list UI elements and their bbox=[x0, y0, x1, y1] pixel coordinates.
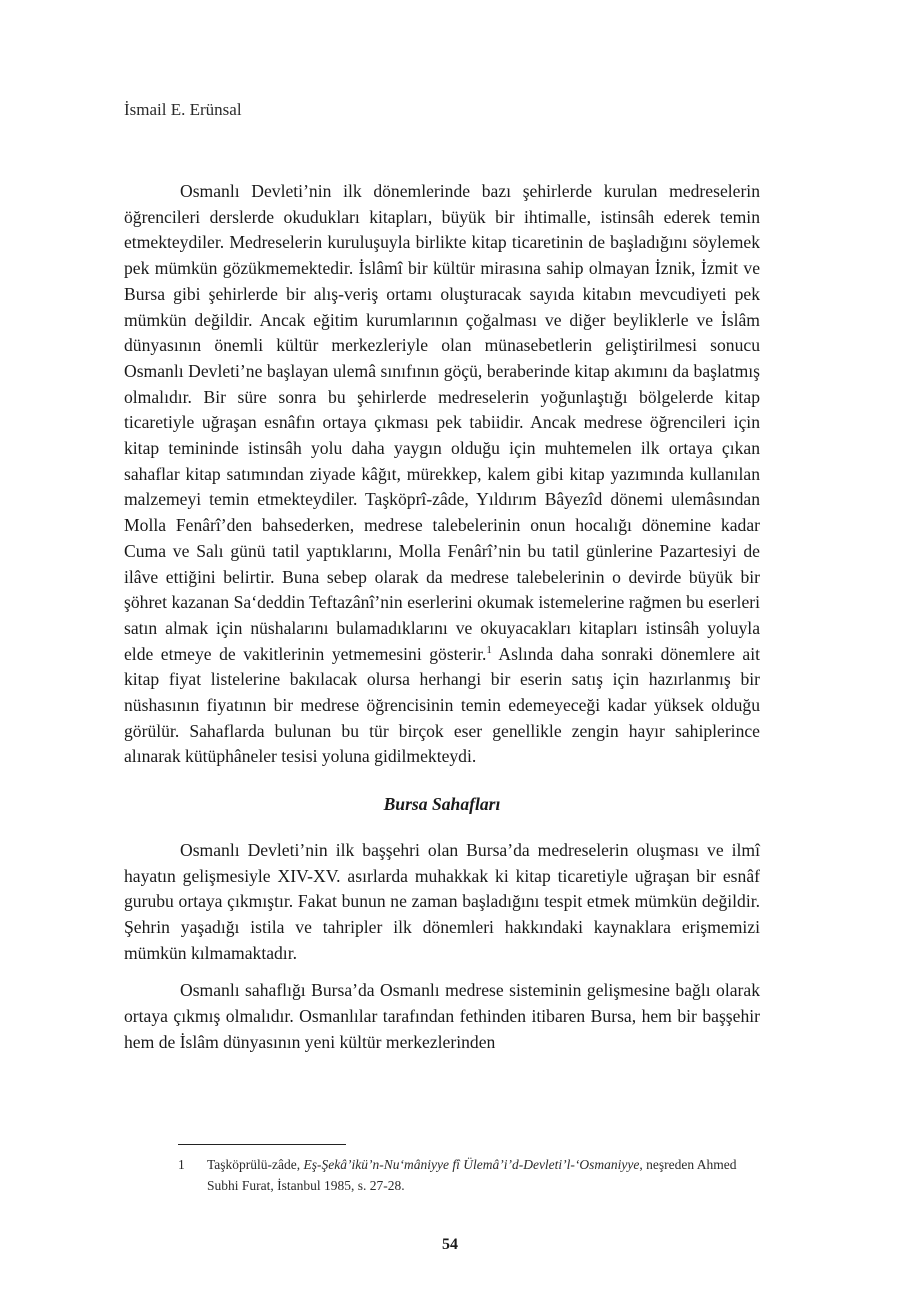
paragraph-1 bbox=[124, 179, 760, 770]
footnote-marker[interactable]: 1 bbox=[486, 643, 492, 656]
footnote-number: 1 bbox=[178, 1157, 185, 1172]
footnote-body bbox=[207, 1154, 760, 1196]
footnote-rest: , neşreden Ahmed Subhi Furat, İstanbul 1985, s. 27-28. bbox=[207, 1157, 737, 1193]
page-number: 54 bbox=[442, 1236, 458, 1253]
section-heading: Bursa Sahafları bbox=[383, 794, 501, 815]
paragraph-1-text-b: Aslında daha sonraki dönemlere ait kitap fiyat listelerine bakılacak olursa herhangi bir eserin satış için hazırlanmış bir nüshasının fiyatının bir medrese öğrencisinin temin edemeyeceği kadar yüksek olduğu görülür. Sahaflarda bulunan bu tür birçok eser genellikle zengin hayır sahiplerince alınarak kütüphâneler tesisi yoluna gidilmekteydi. bbox=[124, 643, 760, 767]
footnote-divider bbox=[178, 1144, 346, 1145]
paragraph-1-text-a: Osmanlı Devleti’nin ilk dönemlerinde bazı şehirlerde kurulan medreselerin öğrencileri derslerde okudukları kitapları, büyük bir ihtimalle, istinsâh ederek temin etmekteydiler. Medreselerin kuruluşuyla birlikte kitap ticaretinin de başladığını söylemek pek mümkün gözükmemektedir. İslâmî bir kültür mirasına sahip olmayan İznik, İzmit ve Bursa gibi şehirlerde bir alış-veriş ortamı oluşturacak sayıda kitabın mevcudiyeti pek mümkün değildir. Ancak eğitim kurumlarının çoğalması ve diğer beyliklerle ve İslâm dünyasının önemli kültür merkezleriyle olan münasebetlerin geliştirilmesi sonucu Osmanlı Devleti’ne başlayan ulemâ sınıfının göçü, beraberinde kitap akımını da başlatmış olmalıdır. Bir süre sonra bu şehirlerde medreselerin yoğunlaştığı bölgelerde kitap ticaretiyle uğraşan esnâfın ortaya çıkması pek tabiidir. Ancak medrese öğrencileri için kitap temininde istinsâh yolu daha yaygın olduğu için muhtemelen ilk ortaya çıkan sahaflar kitap satımından ziyade kâğıt, mürekkep, kalem gibi kitap yazımında kullanılan malzemeyi temin etmekteydiler. Taşköprî-zâde, Yıldırım Bâyezîd dönemi ulemâsından Molla Fenârî’den bahsederken, medrese talebelerinin onun hocalığı dönemine kadar Cuma ve Salı günü tatil yaptıklarını, Molla Fenârî’nin bu tatil günlerine Pazartesiyi de ilâve ettiğini belirtir. Buna sebep olarak da medrese talebelerinin o devirde büyük bir şöhret kazanan Sa‘deddin Teftazânî’nin eserlerini okumak istemelerine rağmen bu eserleri satın almak için nüshalarını bulamadıklarını ve okuyacakları kitapları istinsâh yoluyla elde etmeye de vakitlerinin yetmemesini gösterir. bbox=[124, 181, 760, 664]
running-head: İsmail E. Erünsal bbox=[124, 100, 242, 119]
main-text bbox=[124, 179, 760, 1056]
paragraph-2: Osmanlı Devleti’nin ilk başşehri olan Bursa’da medreselerin oluşması ve ilmî hayatın gelişmesiyle XIV-XV. asırlarda muhakkak ki kitap ticaretiyle uğraşan bir esnâf gurubu ortaya çıkmıştır. Fakat bunun ne zaman başladığını tespit etmek mümkün değildir. Şehrin yaşadığı istila ve tahripler ilk dönemleri hakkındaki kaynaklara erişmemizi mümkün kılmamaktadır. bbox=[124, 839, 760, 963]
footnote-title: Eş-Şekâ’ikü’n-Nu‘mâniyye fî Ülemâ’i’d-Devleti’l-‘Osmaniyye bbox=[303, 1157, 640, 1172]
paragraph-3: Osmanlı sahaflığı Bursa’da Osmanlı medrese sisteminin gelişmesine bağlı olarak ortaya çıkmış olmalıdır. Osmanlılar tarafından fethinden itibaren Bursa, hem bir başşehir hem de İslâm dünyasının yeni kültür merkezlerinden bbox=[124, 980, 760, 1052]
footnote-author: Taşköprülü-zâde, bbox=[207, 1157, 304, 1172]
footnote bbox=[178, 1154, 760, 1196]
